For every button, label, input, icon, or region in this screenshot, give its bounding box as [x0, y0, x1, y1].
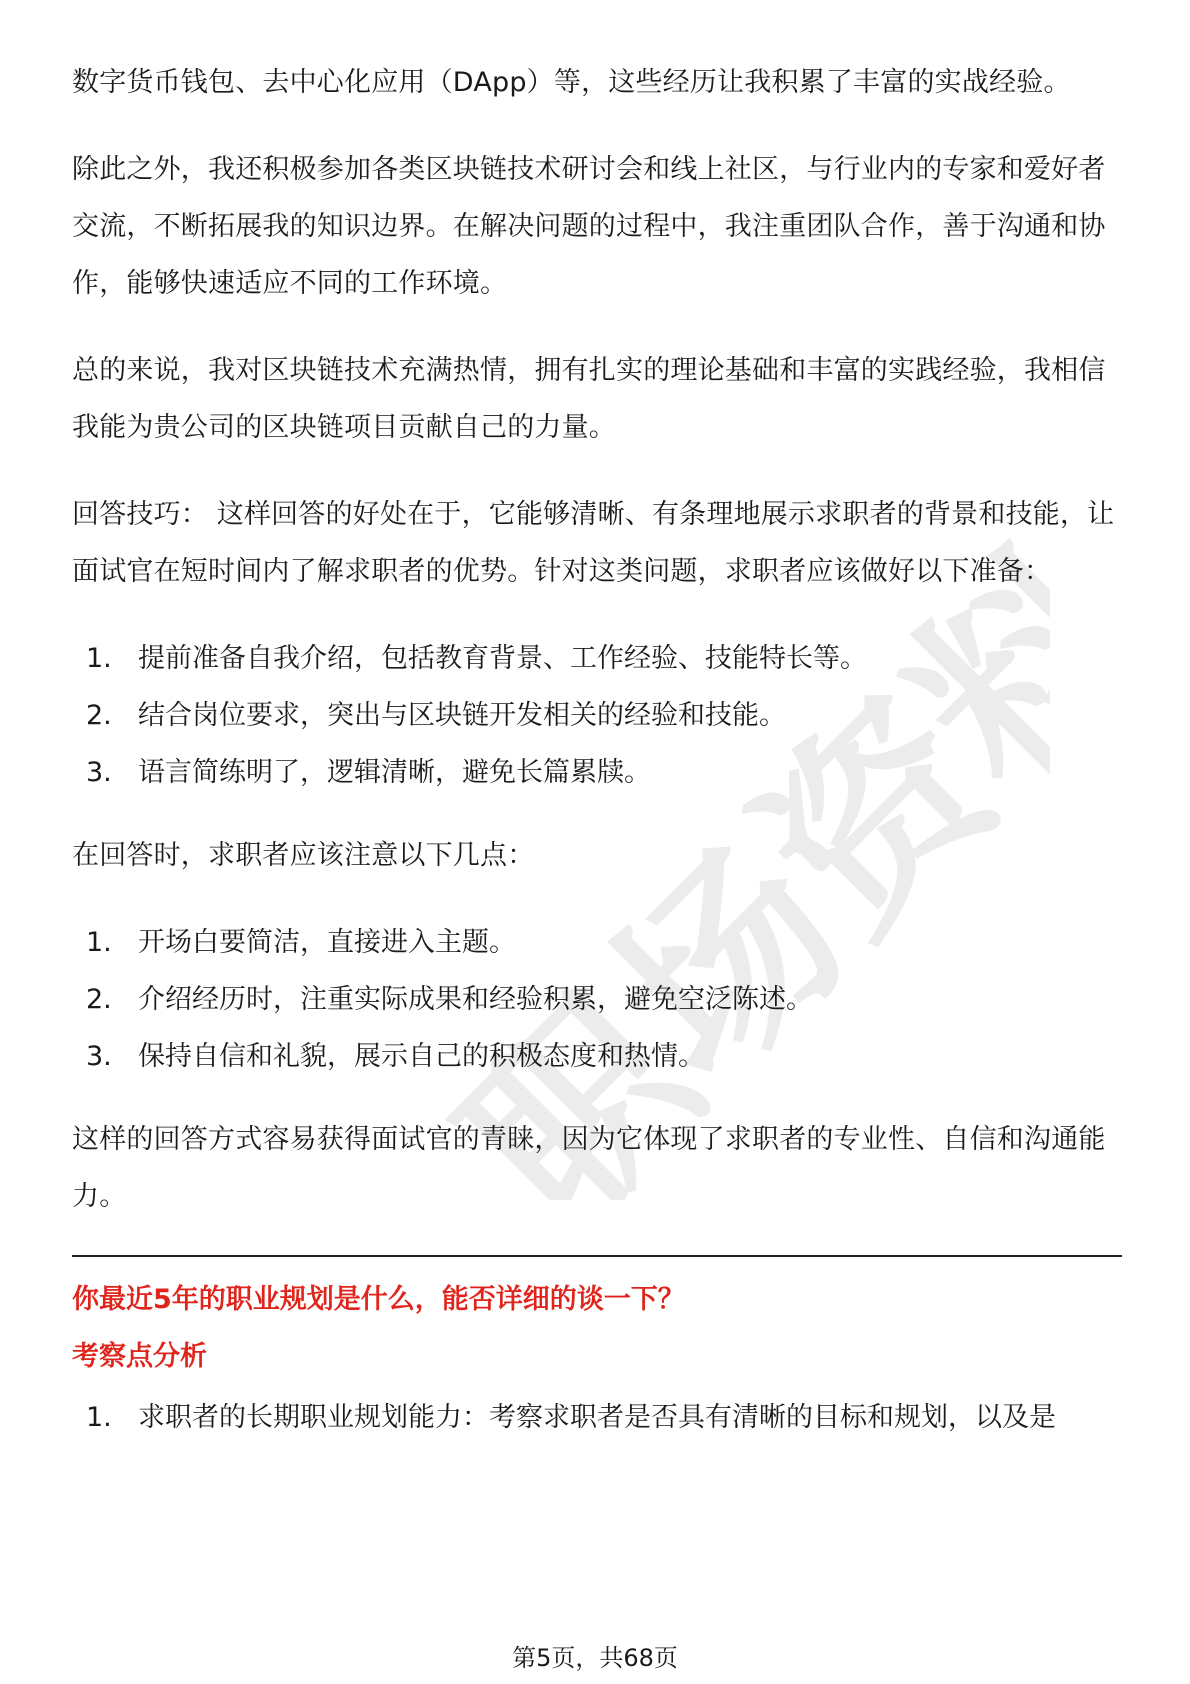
list-number: 2.: [86, 700, 112, 731]
list-number: 3.: [86, 757, 112, 788]
paragraph-summary: 总的来说，我对区块链技术充满热情，拥有扎实的理论基础和丰富的实践经验，我相信我能为贵公司的区块链项目贡献自己的力量。: [72, 355, 1106, 443]
analysis-list: [72, 1389, 1122, 1446]
list-number: 1.: [86, 927, 112, 958]
list-number: 1.: [86, 643, 112, 674]
section-divider: [72, 1255, 1122, 1257]
list-item: [72, 630, 1122, 687]
list-text: 求职者的长期职业规划能力：考察求职者是否具有清晰的目标和规划，以及是: [138, 1402, 1056, 1433]
list-number: 3.: [86, 1041, 112, 1072]
list-item: [72, 971, 1122, 1028]
list-item: [72, 914, 1122, 971]
list-number: 2.: [86, 984, 112, 1015]
list-text: 结合岗位要求，突出与区块链开发相关的经验和技能。: [138, 700, 786, 731]
list-item: [72, 1028, 1122, 1085]
watermark-text: 职场资料: [420, 507, 1050, 1200]
paragraph-community: 除此之外，我还积极参加各类区块链技术研讨会和线上社区，与行业内的专家和爱好者交流，不断拓展我的知识边界。在解决问题的过程中，我注重团队合作，善于沟通和协作，能够快速适应不同的工作环境。: [72, 154, 1106, 299]
paragraph-attention: 在回答时，求职者应该注意以下几点：: [72, 840, 535, 871]
attention-list: [72, 914, 1122, 1085]
paragraph-conclusion: 这样的回答方式容易获得面试官的青睐，因为它体现了求职者的专业性、自信和沟通能力。: [72, 1124, 1106, 1212]
paragraph-experience: 数字货币钱包、去中心化应用（DApp）等，这些经历让我积累了丰富的实战经验。: [72, 67, 1071, 98]
preparation-list: [72, 630, 1122, 801]
list-item: [72, 1389, 1122, 1446]
page-footer: 第5页，共68页: [512, 1644, 678, 1672]
list-text: 介绍经历时，注重实际成果和经验积累，避免空泛陈述。: [138, 984, 813, 1015]
list-text: 提前准备自我介绍，包括教育背景、工作经验、技能特长等。: [138, 643, 867, 674]
list-item: [72, 687, 1122, 744]
list-text: 开场白要简洁，直接进入主题。: [138, 927, 516, 958]
list-text: 语言简练明了，逻辑清晰，避免长篇累牍。: [138, 757, 651, 788]
list-text: 保持自信和礼貌，展示自己的积极态度和热情。: [138, 1041, 705, 1072]
question-heading: 你最近5年的职业规划是什么，能否详细的谈一下？: [72, 1284, 685, 1315]
paragraph-tips: 回答技巧： 这样回答的好处在于，它能够清晰、有条理地展示求职者的背景和技能，让面试官在短时间内了解求职者的优势。针对这类问题，求职者应该做好以下准备：: [72, 499, 1115, 587]
document-page: [72, 54, 1122, 1472]
analysis-heading: 考察点分析: [72, 1341, 207, 1372]
list-number: 1.: [86, 1402, 112, 1433]
list-item: [72, 744, 1122, 801]
